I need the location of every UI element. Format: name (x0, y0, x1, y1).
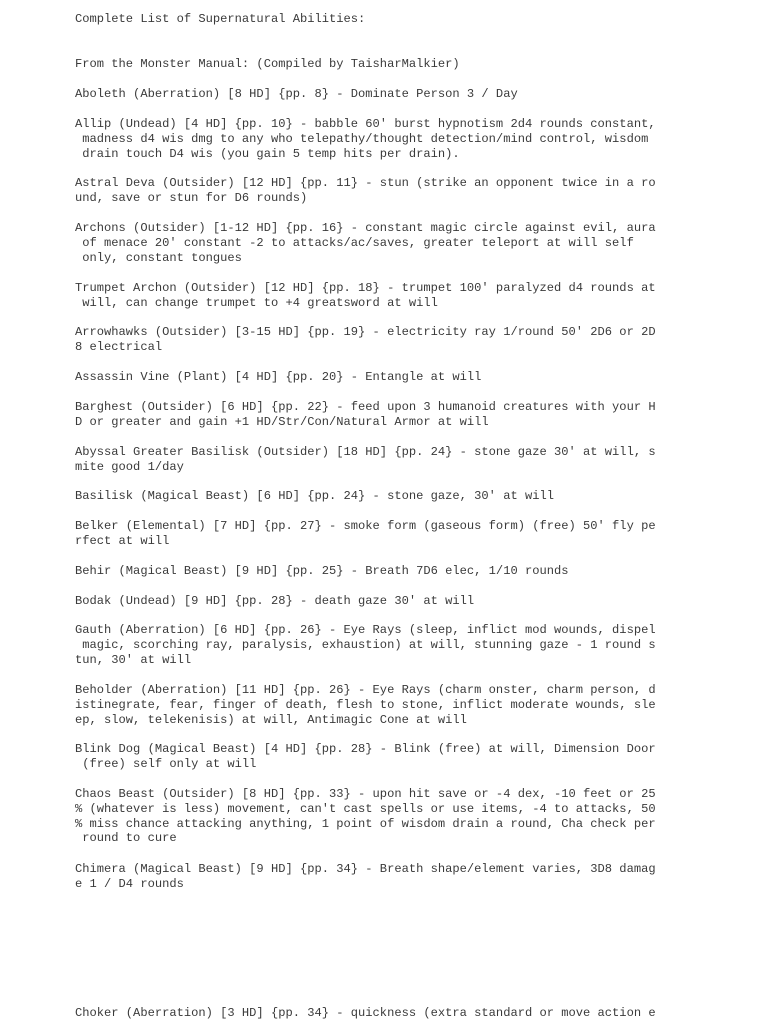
entry-choker: Choker (Aberration) [3 HD] {pp. 34} - quickness (extra standard or move action e (75, 1006, 656, 1020)
entry-beholder: Beholder (Aberration) [11 HD] {pp. 26} - Eye Rays (charm onster, charm person, d istinegrate, fear, finger of death, flesh to stone, inflict moderate wounds, sle ep, slow, telekenisis) at will, Antimagic Cone at will (75, 683, 656, 727)
entry-gauth: Gauth (Aberration) [6 HD] {pp. 26} - Eye Rays (sleep, inflict mod wounds, dispel magic, scorching ray, paralysis, exhaustion) at will, stunning gaze - 1 round s tun, 30' at will (75, 623, 656, 667)
entry-blink-dog: Blink Dog (Magical Beast) [4 HD] {pp. 28} - Blink (free) at will, Dimension Door (free) self only at will (75, 742, 656, 771)
entry-behir: Behir (Magical Beast) [9 HD] {pp. 25} - Breath 7D6 elec, 1/10 rounds (75, 564, 569, 578)
entry-barghest: Barghest (Outsider) [6 HD] {pp. 22} - feed upon 3 humanoid creatures with your H D or greater and gain +1 HD/Str/Con/Natural Armor at will (75, 400, 656, 429)
source-line: From the Monster Manual: (Compiled by TaisharMalkier) (75, 57, 460, 71)
entry-trumpet-archon: Trumpet Archon (Outsider) [12 HD] {pp. 18} - trumpet 100' paralyzed d4 rounds at will, can change trumpet to +4 greatsword at will (75, 281, 656, 310)
document-title: Complete List of Supernatural Abilities: (75, 12, 366, 26)
entry-chaos-beast: Chaos Beast (Outsider) [8 HD] {pp. 33} - upon hit save or -4 dex, -10 feet or 25 % (whatever is less) movement, can't cast spells or use items, -4 to attacks, 50 % miss chance attacking anything, 1 point of wisdom drain a round, Cha check per round to cure (75, 787, 656, 846)
entry-belker: Belker (Elemental) [7 HD] {pp. 27} - smoke form (gaseous form) (free) 50' fly pe rfect at will (75, 519, 656, 548)
entry-abyssal-greater-basilisk: Abyssal Greater Basilisk (Outsider) [18 HD] {pp. 24} - stone gaze 30' at will, s mite good 1/day (75, 445, 656, 474)
entry-assassin-vine: Assassin Vine (Plant) [4 HD] {pp. 20} - Entangle at will (75, 370, 482, 384)
entry-aboleth: Aboleth (Aberration) [8 HD] {pp. 8} - Dominate Person 3 / Day (75, 87, 518, 101)
entry-astral-deva: Astral Deva (Outsider) [12 HD] {pp. 11} - stun (strike an opponent twice in a ro und, save or stun for D6 rounds) (75, 176, 656, 205)
entry-bodak: Bodak (Undead) [9 HD] {pp. 28} - death gaze 30' at will (75, 594, 475, 608)
entry-arrowhawks: Arrowhawks (Outsider) [3-15 HD] {pp. 19} - electricity ray 1/round 50' 2D6 or 2D 8 electrical (75, 325, 656, 354)
entry-archons: Archons (Outsider) [1-12 HD] {pp. 16} - constant magic circle against evil, aura of menace 20' constant -2 to attacks/ac/saves, greater teleport at will self only, constant tongues (75, 221, 656, 265)
entry-chimera: Chimera (Magical Beast) [9 HD] {pp. 34} - Breath shape/element varies, 3D8 damag e 1 / D4 rounds (75, 862, 656, 891)
entry-basilisk: Basilisk (Magical Beast) [6 HD] {pp. 24} - stone gaze, 30' at will (75, 489, 554, 503)
entry-allip: Allip (Undead) [4 HD] {pp. 10} - babble 60' burst hypnotism 2d4 rounds constant, madness d4 wis dmg to any who telepathy/thought detection/mind control, wisdom drain touch D4 wis (you gain 5 temp hits per drain). (75, 117, 656, 161)
